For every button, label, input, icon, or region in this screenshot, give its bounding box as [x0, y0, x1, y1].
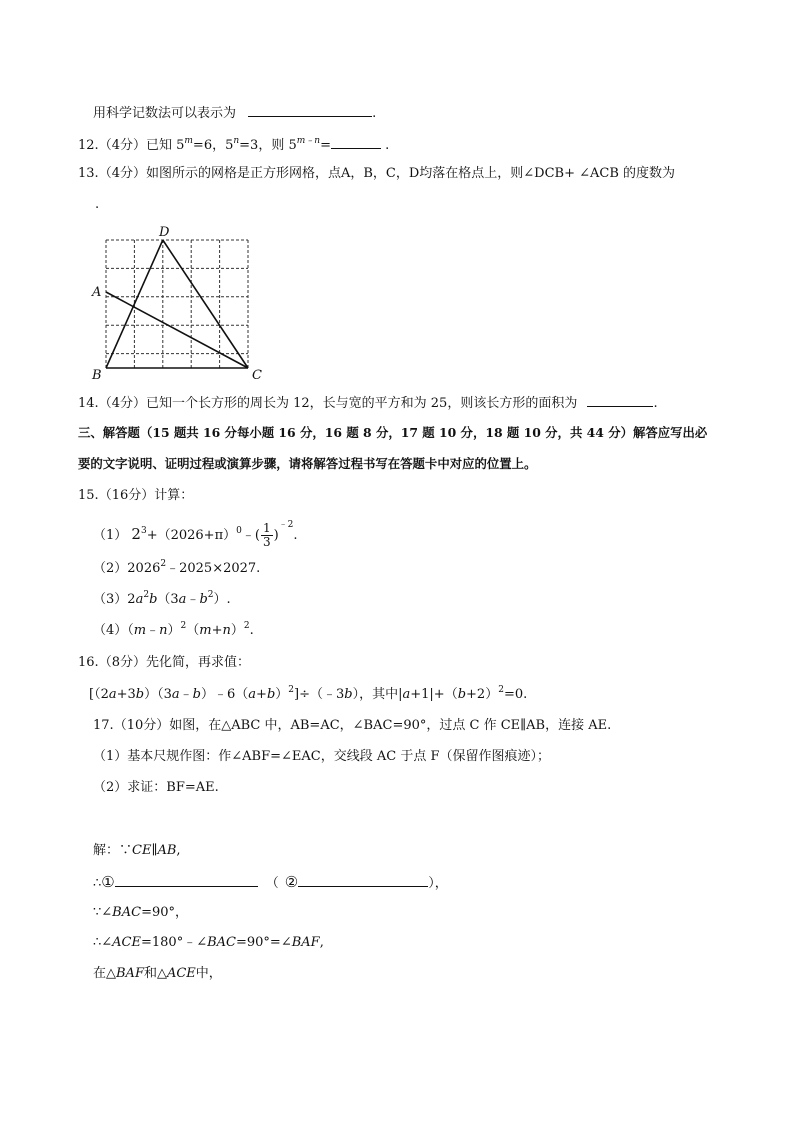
question-text: 如图，在△ABC 中，AB=AC，∠BAC=90°，过点 C 作 CE∥AB，连接 AE.: [169, 718, 612, 733]
segment-dc: [163, 240, 248, 368]
question-16: [78, 654, 250, 672]
label-a: A: [92, 285, 102, 300]
solution-line-2: ∴① （ ② ），: [93, 873, 448, 891]
answer-blank[interactable]: [331, 135, 381, 149]
question-12: 12.（4分）已知 $5^m=6$，$5^n=3$，则 $5^{m﹣n}=$ .: [78, 136, 390, 153]
question-score: （10分）: [113, 718, 170, 733]
blank-marker-1: ①: [101, 873, 115, 891]
answer-blank-2[interactable]: [298, 873, 428, 887]
blank-marker-2: ②: [284, 873, 299, 891]
question-score: （4分）: [98, 396, 146, 411]
question-text: 已知一个长方形的周长为 12，长与宽的平方和为 25，则该长方形的面积为: [145, 396, 578, 411]
segment-ac: [106, 292, 248, 368]
grid-figure: [88, 222, 268, 384]
question-number: 14.: [78, 396, 99, 411]
solution-line-1: 解：∵CE∥AB,: [93, 843, 181, 858]
section-3-heading-line1: 三、解答题（15 题共 16 分每小题 16 分，16 题 8 分，17 题 10 分，18 题 10 分，共 44 分）解答应写出必: [78, 425, 708, 440]
q15-part-3: $(3)2a^2b(3a﹣b^2)$.: [93, 590, 231, 607]
question-number: 16.: [78, 655, 99, 670]
question-number: 13.: [78, 166, 99, 181]
question-text: 先化简，再求值：: [145, 655, 250, 670]
question-text: 如图所示的网格是正方形网格，点A，B，C，D均落在格点上，则∠DCB+ ∠ACB 的度数为: [145, 166, 676, 181]
intro-text: 用科学记数法可以表示为: [93, 106, 237, 121]
q17-part-1: （1）基本尺规作图：作∠ABF=∠EAC，交线段 AC 于点 F（保留作图痕迹）；: [93, 749, 550, 764]
q16-expression: $[(2a+3b)(3a﹣b)﹣6(a+b)^2]\div(﹣3b)$，其中$|a+1|+(b+2)^2=0$.: [89, 685, 528, 702]
section-3-heading-line2: 要的文字说明、证明过程或演算步骤，请将解答过程书写在答题卡中对应的位置上。: [78, 456, 537, 471]
label-c: C: [252, 368, 262, 383]
question-14: 14.（4分）已知一个长方形的周长为 12，长与宽的平方和为 25，则该长方形的面积为 .: [78, 393, 658, 413]
solution-line-4: ∴∠ACE=180°﹣∠BAC=90°=∠BAF,: [93, 935, 324, 950]
segment-bd: [106, 240, 163, 368]
question-17: [93, 717, 611, 735]
question-score: （8分）: [98, 655, 146, 670]
intro-line: 用科学记数法可以表示为 .: [93, 103, 376, 123]
question-score: （4分）: [98, 138, 146, 153]
label-d: D: [159, 225, 170, 240]
q15-part-2: $(2)2026^2﹣2025\times 2027$.: [93, 559, 261, 576]
question-13-tail: .: [95, 197, 100, 212]
label-b: B: [92, 368, 102, 383]
question-number: 17.: [93, 718, 114, 733]
question-number: 15.: [78, 488, 99, 503]
solution-line-3: ∵∠BAC=90°，: [93, 905, 188, 920]
question-score: （4分）: [98, 166, 146, 181]
q15-part-4: $(4)(m﹣n)^2(m+n)^2$.: [93, 621, 254, 638]
solution-line-5: 在△BAF和△ACE中，: [93, 966, 222, 981]
q15-part-1: （1） $2^3+(2026+\pi)^0﹣$( $\frac{1}{3}$ )$^{﹣2}$.: [93, 520, 298, 549]
question-score: （16分）: [98, 488, 155, 503]
question-text: 计算：: [154, 488, 194, 503]
answer-blank-1[interactable]: [115, 873, 258, 887]
question-number: 12.: [78, 138, 99, 153]
answer-blank[interactable]: [587, 393, 653, 407]
q17-part-2: （2）求证：BF=AE.: [93, 780, 219, 795]
triangle-lines: [106, 240, 248, 368]
fraction: $\frac{1}{3}$: [262, 521, 271, 549]
answer-blank[interactable]: [248, 103, 372, 117]
question-13: [78, 165, 675, 183]
question-15: [78, 487, 193, 505]
